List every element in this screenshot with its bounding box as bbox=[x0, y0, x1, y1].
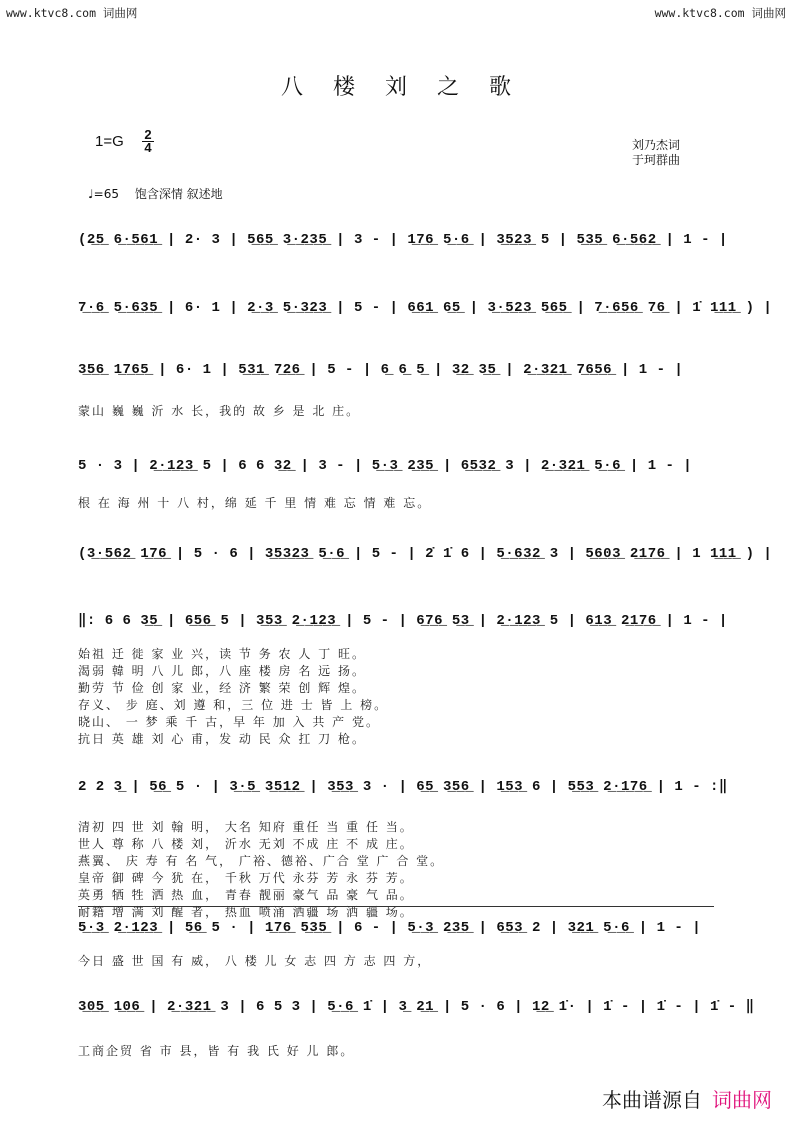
music-line-4: 5 · 3 | 2̲·̲1̲2̲3̲ 5 | 6 6 3̲2̲ | 3 - | 5̲·̲3̲ 2̲3̲5̲ | 6̲5̲3̲2̲ 3 | 2̲·̲3̲2̲1̲ 5̲·̲6̲ | 1 - | bbox=[78, 458, 693, 474]
verse-line: 英勇 牺 牲 洒 热 血， 青春 靓丽 豪气 品 豪 气 品。 bbox=[78, 888, 414, 902]
time-signature bbox=[142, 129, 154, 154]
music-line-6: ‖: 6 6 3̲5̲ | 6̲5̲6̲ 5 | 3̲5̲3̲ 2̲·̲1̲2̲3̲ | 5 - | 6̲7̲6̲ 5̲3̲ | 2̲·̲1̲2̲3̲ 5 | 6̲1̲3̲ 2̲1̲7̲6̲ | 1 - | bbox=[78, 613, 728, 629]
footer-site-name[interactable]: 词曲网 bbox=[712, 1088, 772, 1112]
watermark-right: www.ktvc8.com 词曲网 bbox=[654, 6, 786, 20]
verse-line: 勤劳 节 俭 创 家 业，经 济 繁 荣 创 辉 煌。 bbox=[78, 681, 366, 695]
credits bbox=[632, 138, 680, 168]
section-divider bbox=[78, 906, 714, 907]
verse-line: 清初 四 世 刘 翰 明， 大名 知府 重任 当 重 任 当。 bbox=[78, 820, 414, 834]
song-title: 八楼刘之歌 bbox=[280, 75, 541, 100]
music-line-7: 2 2 3̲ | 5̲6̲ 5 · | 3̲·̲5̲ 3̲5̲1̲2̲ | 3̲5̲3̲ 3 · | 6̲5̲ 3̲5̲6̲ | 1̲5̲3̲ 6 | 5̲5̲3̲ 2̲·̲1̲7̲6̲ | 1 - :‖ bbox=[78, 779, 728, 795]
verse-line: 存义、 步 庭、刘 遵 和，三 位 进 士 皆 上 榜。 bbox=[78, 698, 389, 712]
lyric-line-1: 蒙山 巍 巍 沂 水 长，我的 故 乡 是 北 庄。 bbox=[78, 404, 361, 418]
source-footer bbox=[602, 1084, 772, 1113]
lyric-line-2: 根 在 海 州 十 八 村，绵 延 千 里 情 难 忘 情 难 忘。 bbox=[78, 496, 432, 510]
verse-block-2 bbox=[78, 818, 718, 920]
key-signature: 1=G bbox=[95, 133, 124, 150]
watermark-left: www.ktvc8.com 词曲网 bbox=[6, 6, 138, 20]
verse-line: 燕翼、 庆 寿 有 名 气， 广裕、德裕、广合 堂 广 合 堂。 bbox=[78, 854, 445, 868]
footer-source-label: 本曲谱源自 bbox=[602, 1088, 702, 1112]
music-line-3: 3̲5̲6̲ 1̲7̲6̲5̲ | 6· 1 | 5̲3̲1̲ 7̲2̲6̲ | 5 - | 6̲ 6̲ 5̲ | 3̲2̲ 3̲5̲ | 2̲·̲3̲2̲1̲ 7̲6̲5̲6̲ | 1 - | bbox=[78, 362, 684, 378]
time-signature-top: 2 bbox=[144, 127, 152, 142]
music-line-1: (2̲5̲ 6̲·̲5̲6̲1̲ | 2· 3 | 5̲6̲5̲ 3̲·̲2̲3̲5̲ | 3 - | 1̲7̲6̲ 5̲·̲6̲ | 3̲5̲2̲3̲ 5 | 5̲3̲5̲ 6̲·̲5̲6̲2̲ | 1 - | bbox=[78, 232, 728, 248]
tempo-bpm: ♩=65 bbox=[88, 187, 119, 201]
verse-line: 渴弱 韓 明 八 儿 郎，八 座 楼 房 名 远 扬。 bbox=[78, 664, 366, 678]
verse-line: 皇帝 御 碑 今 犹 在， 千秋 万代 永芬 芳 永 芬 芳。 bbox=[78, 871, 414, 885]
verse-block-1 bbox=[78, 645, 718, 747]
music-line-9: 3̲0̲5̲ 1̲0̲6̲ | 2̲·̲3̲2̲1̲ 3 | 6 5 3 | 5̲·̲6̲ 1̇ | 3̲ 2̲1̲ | 5 · 6 | 1̲2̲ 1̇· | 1̇ - | 1̇ - | 1̇ - ‖ bbox=[78, 999, 755, 1015]
time-signature-bottom: 4 bbox=[142, 141, 154, 154]
verse-line: 耐籍 增 满 刘 醒 者， 热血 喷涌 洒疆 场 洒 疆 场。 bbox=[78, 905, 414, 919]
verse-line: 抗日 英 雄 刘 心 甫，发 动 民 众 扛 刀 枪。 bbox=[78, 732, 366, 746]
lyric-line-final-2: 工商企贸 省 市 县，皆 有 我 氏 好 儿 郎。 bbox=[78, 1044, 355, 1058]
music-line-2: 7̲·̲6̲ 5̲·̲6̲3̲5̲ | 6· 1 | 2̲·̲3̲ 5̲·̲3̲2̲3̲ | 5 - | 6̲6̲1̲ 6̲5̲ | 3̲·̲5̲2̲3̲ 5̲6̲5̲ | 7̲·̲6̲5̲6̲ 7̲6̲ | 1̇ 1̲1̲1̲ ) | bbox=[78, 300, 773, 316]
verse-line: 晓山、 一 梦 乘 千 古，早 年 加 入 共 产 党。 bbox=[78, 715, 380, 729]
tempo-marking bbox=[88, 185, 235, 202]
music-line-5: (3̲·̲5̲6̲2̲ 1̲7̲6̲ | 5 · 6 | 3̲5̲3̲2̲3̲ 5̲·̲6̲ | 5 - | 2̇ 1̇ 6 | 5̲·̲6̲3̲2̲ 3 | 5̲6̲0̲3̲ 2̲1̲7̲6̲ | 1 1̲1̲1̲ ) | bbox=[78, 546, 773, 562]
lyricist: 刘乃杰词 bbox=[632, 138, 681, 152]
music-line-8: 5̲·̲3̲ 2̲·̲1̲2̲3̲ | 5̲6̲ 5 · | 1̲7̲6̲ 5̲3̲5̲ | 6 - | 5̲·̲3̲ 2̲3̲5̲ | 6̲5̲3̲ 2 | 3̲2̲1̲ 5̲·̲6̲ | 1 - | bbox=[78, 920, 702, 936]
verse-line: 世人 尊 称 八 楼 刘， 沂水 无刘 不成 庄 不 成 庄。 bbox=[78, 837, 414, 851]
verse-line: 始祖 迁 徙 家 业 兴，读 节 务 农 人 丁 旺。 bbox=[78, 647, 366, 661]
lyric-line-final-1: 今日 盛 世 国 有 威， 八 楼 儿 女 志 四 方 志 四 方， bbox=[78, 954, 432, 968]
composer: 于珂群曲 bbox=[632, 153, 681, 167]
tempo-expression: 饱含深情 叙述地 bbox=[134, 187, 223, 201]
